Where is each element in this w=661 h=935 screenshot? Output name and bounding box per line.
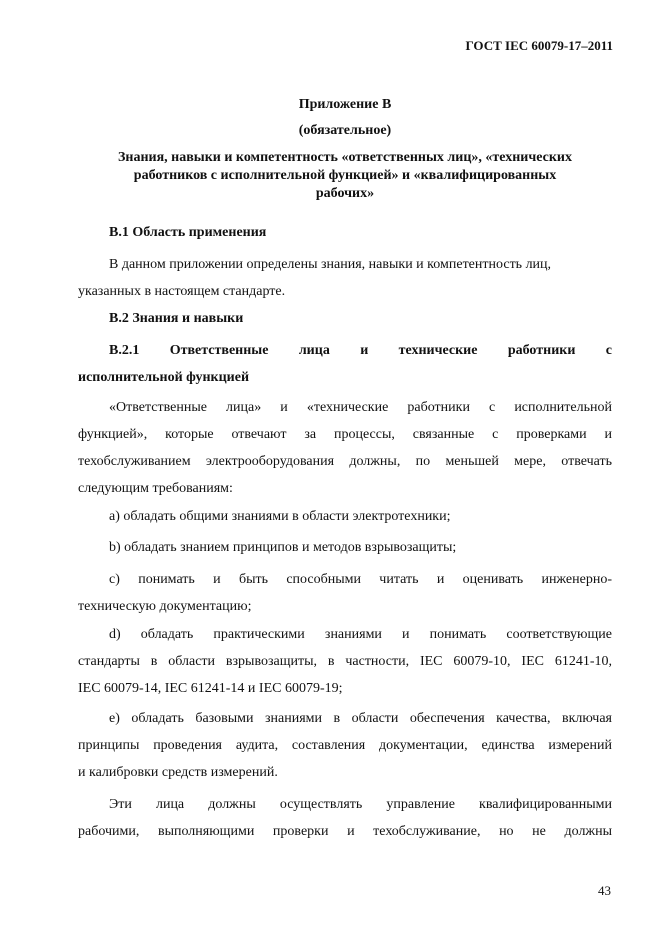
appendix-status: (обязательное) (298, 123, 392, 138)
section-b21-paragraph (78, 394, 612, 502)
paragraph-line: функцией», которые отвечают за процессы, связанные с проверками и (78, 427, 612, 442)
list-item-c (78, 566, 612, 620)
page-number: 43 (598, 883, 611, 898)
list-item-d (78, 621, 612, 702)
paragraph-line: В данном приложении определены знания, навыки и компетентность лиц, (109, 257, 552, 272)
section-b1-paragraph (78, 251, 612, 305)
subtitle-line: рабочих» (315, 186, 375, 201)
paragraph-line: е) обладать базовыми знаниями в области обеспечения качества, включая (109, 711, 612, 726)
paragraph-line: и калибровки средств измерений. (78, 765, 278, 780)
subtitle-line: Знания, навыки и компетентность «ответственных лиц», «технических (118, 150, 572, 165)
section-b21-heading (78, 337, 612, 391)
appendix-title: Приложение В (298, 97, 392, 112)
heading-word: и (360, 343, 369, 358)
paragraph-line: техобслуживанием электрооборудования должны, по меньшей мере, отвечать (78, 454, 612, 469)
list-item-a: а) обладать общими знаниями в области электротехники; (109, 509, 451, 524)
document-code-header: ГОСТ IEC 60079-17–2011 (465, 38, 613, 53)
appendix-subtitle (78, 149, 612, 203)
heading-word: работники (507, 343, 576, 358)
b21-heading-line1 (78, 337, 612, 364)
paragraph-line: рабочими, выполняющими проверки и техобслуживание, но не должны (78, 824, 612, 839)
heading-word: лица (298, 343, 330, 358)
paragraph-line: следующим требованиям: (78, 481, 233, 496)
section-b2-heading: В.2 Знания и навыки (109, 311, 244, 326)
section-b1-heading: В.1 Область применения (109, 225, 267, 240)
paragraph-line: указанных в настоящем стандарте. (78, 284, 286, 299)
list-item-b: b) обладать знанием принципов и методов взрывозащиты; (109, 540, 457, 555)
final-paragraph (78, 791, 612, 845)
heading-word: технические (398, 343, 478, 358)
paragraph-line: с) понимать и быть способными читать и оценивать инженерно- (109, 572, 612, 587)
paragraph-line: стандарты в области взрывозащиты, в частности, IEC 60079-10, IEC 61241-10, (78, 654, 612, 669)
paragraph-line: принципы проведения аудита, составления документации, единства измерений (78, 738, 612, 753)
subtitle-line: работников с исполнительной функцией» и «квалифицированных (133, 168, 557, 183)
paragraph-line: техническую документацию; (78, 599, 252, 614)
paragraph-line: IEC 60079-14, IEC 61241-14 и IEC 60079-19; (78, 681, 343, 696)
heading-word: с (605, 343, 612, 358)
paragraph-line: Эти лица должны осуществлять управление квалифицированными (109, 797, 612, 812)
paragraph-line: d) обладать практическими знаниями и понимать соответствующие (109, 627, 612, 642)
paragraph-line: «Ответственные лица» и «технические работники с исполнительной (109, 400, 612, 415)
heading-word: Ответственные (169, 343, 269, 358)
heading-word: В.2.1 (109, 343, 140, 358)
b21-heading-line2: исполнительной функцией (78, 370, 250, 385)
list-item-e (78, 705, 612, 786)
